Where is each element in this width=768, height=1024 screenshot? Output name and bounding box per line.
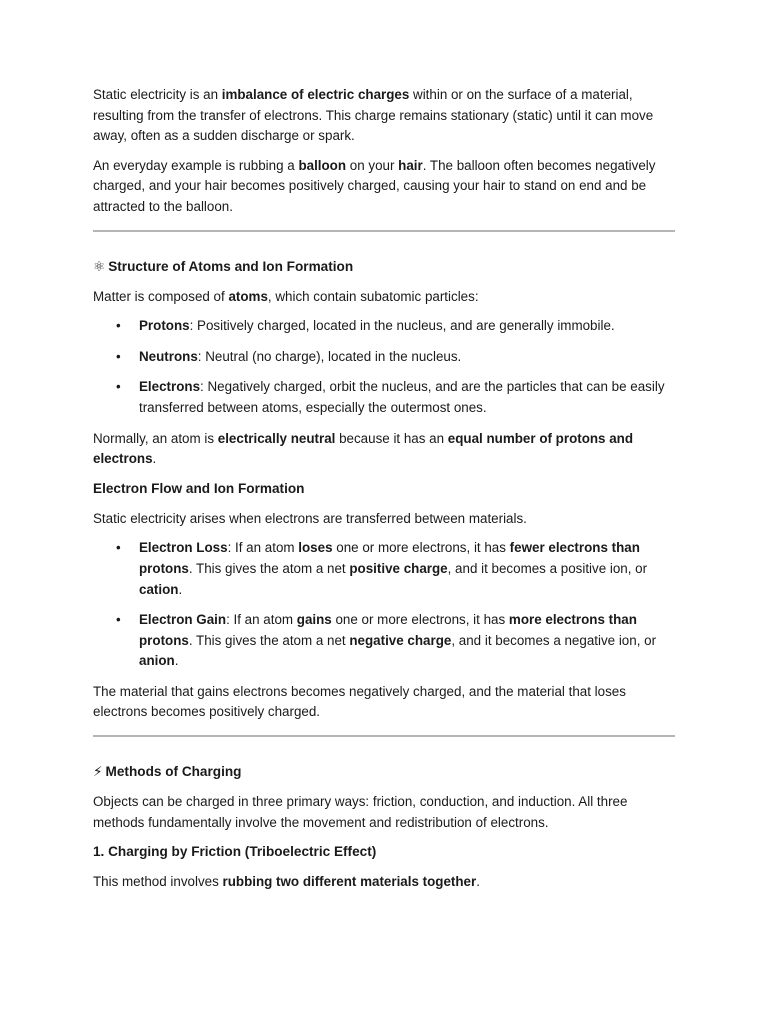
intro-paragraph-2: An everyday example is rubbing a balloon on your hair. The balloon often becomes negatively charged, and your hair becomes positively charged, causing your hair to stand on end and be attracted to the balloon. — [93, 157, 656, 214]
particle-list — [93, 316, 675, 418]
atoms-paragraph-3: Static electricity arises when electrons are transferred between materials. — [93, 510, 527, 526]
atom-icon: ⚛ — [93, 258, 106, 274]
charging-paragraph-1: Objects can be charged in three primary ways: friction, conduction, and induction. All three methods fundamentally involve the movement and redistribution of electrons. — [93, 794, 628, 830]
list-item-neutrons: • Neutrons: Neutral (no charge), located in the nucleus. — [139, 347, 675, 368]
atoms-paragraph-1: Matter is composed of atoms, which contain subatomic particles: — [93, 288, 479, 304]
atoms-heading: ⚛ Structure of Atoms and Ion Formation — [93, 257, 675, 277]
charging-heading: ⚡ Methods of Charging — [93, 762, 675, 782]
list-item-electron-gain: • Electron Gain: If an atom gains one or more electrons, it has more electrons than protons. This gives the atom a net negative charge, and it becomes a negative ion, or anion. — [139, 610, 675, 672]
friction-subheading: 1. Charging by Friction (Triboelectric Effect) — [93, 844, 377, 860]
list-item-electrons: • Electrons: Negatively charged, orbit the nucleus, and are the particles that can be easily transferred between atoms, especially the outermost ones. — [139, 377, 675, 418]
section-divider-2 — [93, 735, 675, 737]
atoms-paragraph-4: The material that gains electrons becomes negatively charged, and the material that loses electrons becomes positively charged. — [93, 683, 626, 720]
lightning-icon: ⚡ — [93, 764, 103, 780]
ion-list — [93, 538, 675, 672]
list-item-protons: • Protons: Positively charged, located in the nucleus, and are generally immobile. — [139, 316, 675, 337]
section-divider-1 — [93, 230, 675, 232]
atoms-paragraph-2: Normally, an atom is electrically neutral because it has an equal number of protons and electrons. — [93, 430, 634, 467]
electron-flow-subheading: Electron Flow and Ion Formation — [93, 480, 305, 496]
charging-paragraph-2: This method involves rubbing two different materials together. — [93, 874, 480, 890]
document-page — [93, 85, 675, 902]
list-item-electron-loss: • Electron Loss: If an atom loses one or more electrons, it has fewer electrons than protons. This gives the atom a net positive charge, and it becomes a positive ion, or cation. — [139, 538, 675, 600]
intro-paragraph-1: Static electricity is an imbalance of electric charges within or on the surface of a material, resulting from the transfer of electrons. This charge remains stationary (static) until it can move away, often as a sudden discharge or spark. — [93, 87, 654, 144]
